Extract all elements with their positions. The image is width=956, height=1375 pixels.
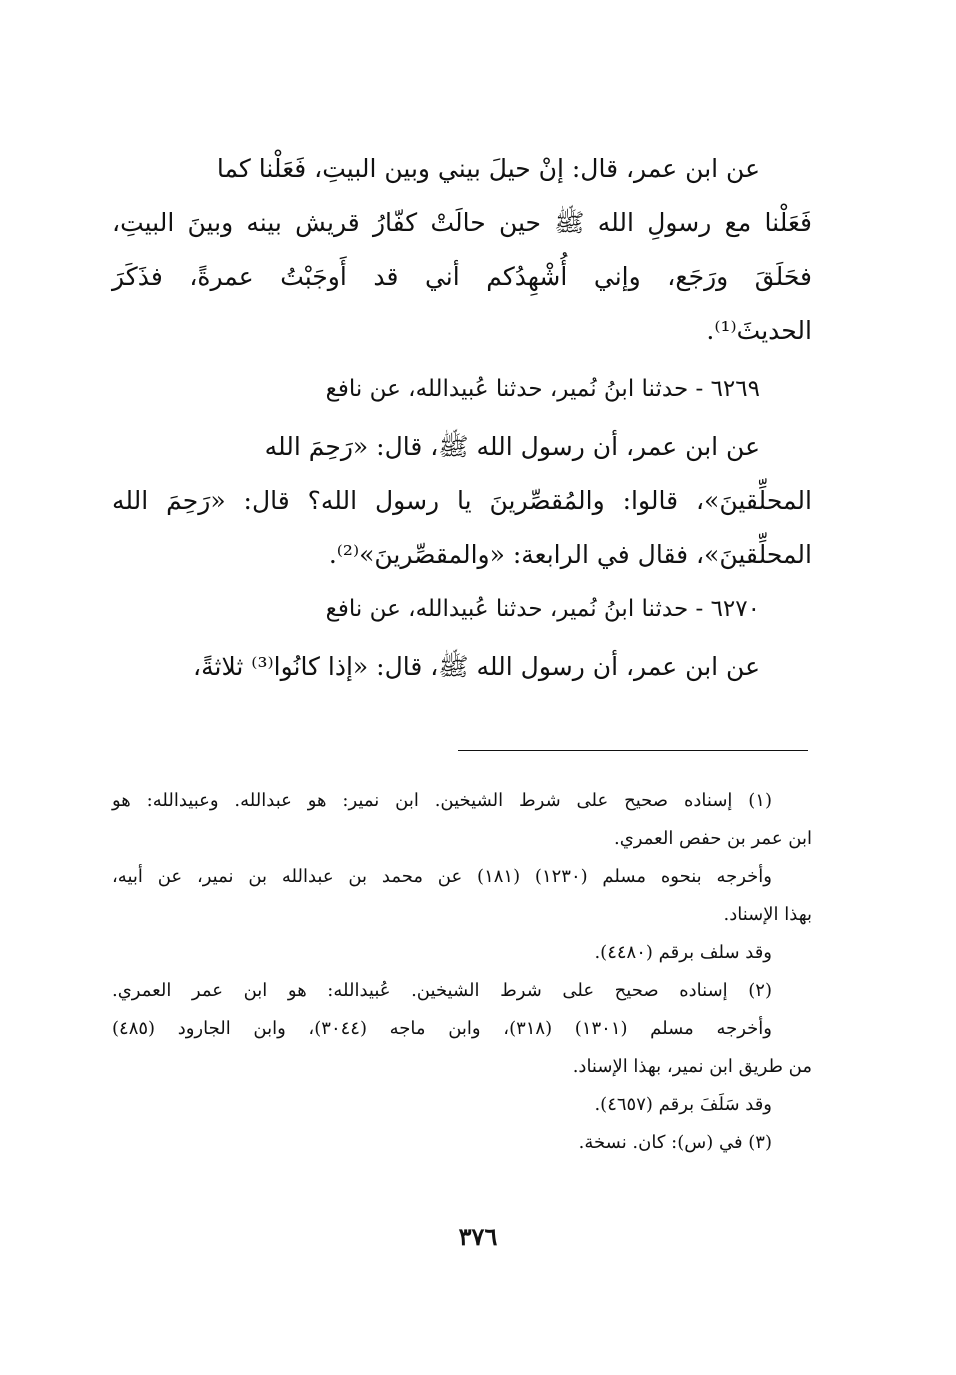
text-line: المحلِّقينَ»، فقال في الرابعة: «والمقصِّرينَ»⁽²⁾. bbox=[328, 540, 812, 569]
hadith-number-6270: ٦٢٧٠ - حدثنا ابنُ نُمير، حدثنا عُبيدالله، عن نافع bbox=[325, 596, 760, 622]
text-line: فحَلَقَ ورَجَع، وإني أُشْهِدُكم أني قد أَوجَبْتُ عمرةً، فذَكَرَ bbox=[112, 262, 812, 291]
footnote-line: (٢) إسناده صحيح على شرط الشيخين. عُبيدالله: هو ابن عمر العمري. bbox=[112, 980, 772, 1001]
text-line: الحديثَ⁽¹⁾. bbox=[706, 316, 812, 345]
text-line: عن ابن عمر، أن رسول الله ﷺ، قال: «رَحِمَ الله bbox=[264, 432, 760, 461]
text-line: عن ابن عمر، أن رسول الله ﷺ، قال: «إذا كانُوا⁽³⁾ ثلاثةً، bbox=[193, 652, 760, 681]
text-line: عن ابن عمر، قال: إنْ حيلَ بيني وبين البيتِ، فَعَلْنا كما bbox=[216, 154, 760, 183]
footnote-line: (١) إسناده صحيح على شرط الشيخين. ابن نمير: هو عبدالله. وعبيدالله: هو bbox=[112, 790, 772, 811]
text-line: فَعَلْنا مع رسولِ الله ﷺ حين حالَتْ كفّارُ قريش بينه وبينَ البيتِ، bbox=[112, 208, 812, 237]
footnote-line: ابن عمر بن حفص العمري. bbox=[614, 828, 812, 849]
page-number: ٣٧٦ bbox=[458, 1222, 498, 1251]
footnote-line: وأخرجه بنحوه مسلم (١٢٣٠) (١٨١) عن محمد بن عبدالله بن نمير، عن أبيه، bbox=[112, 866, 772, 887]
footnotes-block bbox=[112, 782, 812, 1162]
footnote-line: بهذا الإسناد. bbox=[723, 904, 812, 925]
main-text-block bbox=[112, 142, 812, 694]
footnote-line: وقد سَلَفَ برقم (٤٦٥٧). bbox=[594, 1094, 772, 1115]
footnote-line: من طريق ابن نمير، بهذا الإسناد. bbox=[572, 1056, 812, 1077]
footnote-line: وقد سلف برقم (٤٤٨٠). bbox=[594, 942, 772, 963]
text-line: المحلِّقينَ»، قالوا: والمُقصِّرينَ يا رسول الله؟ قال: «رَحِمَ الله bbox=[112, 486, 812, 515]
hadith-number-6269: ٦٢٦٩ - حدثنا ابنُ نُمير، حدثنا عُبيدالله، عن نافع bbox=[325, 376, 760, 402]
footnote-line: (٣) في (س): كان. نسخة. bbox=[578, 1132, 772, 1153]
footnote-separator bbox=[458, 750, 808, 751]
footnote-line: وأخرجه مسلم (١٣٠١) (٣١٨)، وابن ماجه (٣٠٤٤)، وابن الجارود (٤٨٥) bbox=[112, 1018, 772, 1039]
